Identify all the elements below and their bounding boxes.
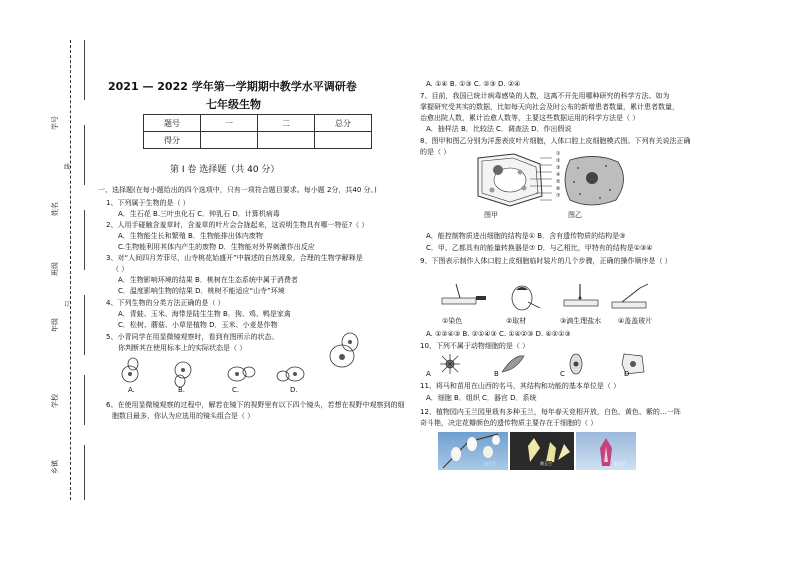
score-input-cell[interactable] xyxy=(258,132,315,149)
question-line: 10、下列不属于动物细胞的是（ ） xyxy=(420,342,530,350)
answer-options: A. ①④ B. ①③ C. ②③ D. ②④ xyxy=(426,80,521,88)
score-input-cell[interactable] xyxy=(201,132,258,149)
photo-yellow-magnolia xyxy=(510,432,574,470)
q5-option-label: D. xyxy=(290,386,298,394)
q8-marker: ⑤ xyxy=(556,179,561,185)
q9-step-label: ③滴生理盐水 xyxy=(560,317,602,325)
question-line: 6、在使用显微镜观察的过程中，解若在镜下的视野里有以下四个镜头，若想在视野中观察到的细 xyxy=(106,401,405,409)
q10-cells-figure xyxy=(436,352,656,378)
q8-marker: ② xyxy=(556,158,561,164)
answer-options: A．生物能生长和繁殖 B．生物能排出体内废物 xyxy=(118,232,263,240)
q10-option-label: B xyxy=(494,370,499,378)
question-line: 4、下列生物的分类方法正确的是（ ） xyxy=(106,299,225,307)
side-label-class: 班级 xyxy=(51,262,59,276)
fill-line-town xyxy=(84,445,85,500)
section-one-title: 第 I 卷 选择题（共 40 分） xyxy=(170,165,280,175)
q9-step-label: ④盖盖玻片 xyxy=(618,317,653,325)
score-row-label: 得分 xyxy=(144,132,201,149)
answer-options: A．能控制物质进出细胞的结构是① B．含有遗传物质的结构是③ xyxy=(426,232,626,240)
exam-title: 2021 — 2022 学年第一学期期中教学水平调研卷 xyxy=(108,80,357,93)
score-header-cell: 题号 xyxy=(144,115,201,132)
photo-label: 紫玉兰 xyxy=(614,461,626,466)
photo-label: 黄玉兰 xyxy=(540,461,552,466)
question-line: 11、将马和苗用在山西的名马，其结构和功能的基本单位是（ ） xyxy=(420,382,621,390)
side-label-school: 学校 xyxy=(51,394,59,408)
seal-mark: 订 xyxy=(64,301,71,308)
figure-label-yi: 图乙 xyxy=(568,211,582,219)
q10-option-label: A xyxy=(426,370,431,378)
answer-options: A．生物影响环境的结果 B．桃树在生态系统中属于消费者 xyxy=(118,276,298,284)
subject-title: 七年级生物 xyxy=(206,98,261,111)
fill-line-school xyxy=(84,375,85,425)
q8-cell-diagram xyxy=(470,150,640,212)
fill-line-class xyxy=(84,210,85,270)
q8-marker: ⑦ xyxy=(556,193,561,199)
side-label-name: 姓名 xyxy=(51,202,59,216)
score-table xyxy=(143,114,372,149)
q10-option-label: C xyxy=(560,370,565,378)
q5-options-figure xyxy=(115,356,365,396)
fill-line-student-id xyxy=(84,40,85,100)
answer-options: C．温度影响生物的结果 D．桃树不能适应“山寺”环境 xyxy=(118,287,285,295)
answer-options: A．生石花 B.三叶虫化石 C．钟乳石 D．计算机病毒 xyxy=(118,210,280,218)
q9-steps-figure xyxy=(436,282,656,316)
question-line: 治愈出院人数，累计治愈人数等，主要这些数据运用的科学方法是（ ） xyxy=(420,114,640,122)
binding-dashed-line xyxy=(70,40,71,500)
answer-options: C．松树、蘑菇、小草是植物 D．玉米、小麦是作物 xyxy=(118,321,278,329)
score-header-cell: 总分 xyxy=(315,115,372,132)
question-line: （ ） xyxy=(112,265,129,273)
side-label-town: 乡镇 xyxy=(51,460,59,474)
question-line: 5、小青同学在用显微镜观察时，看到有图所示的状态。 xyxy=(106,333,279,341)
photo-purple-magnolia xyxy=(576,432,636,470)
q8-marker: ④ xyxy=(556,172,561,178)
q8-marker: ⑥ xyxy=(556,186,561,192)
q8-marker: ③ xyxy=(556,165,561,171)
question-line: 3、对“人间四月芳菲尽，山寺桃花始盛开”中描述的自然现象，合理的生物学解释是 xyxy=(106,254,363,262)
side-label-grade: 年级 xyxy=(51,318,59,332)
answer-options: A．细胞 B．组织 C．器官 D．系统 xyxy=(426,394,537,402)
score-input-cell[interactable] xyxy=(315,132,372,149)
question-line: 8、图甲和图乙分别为洋葱表皮叶片细胞，人体口腔上皮细胞模式图。下列有关说法正确 xyxy=(420,137,691,145)
answer-options: A. ①②④③ B. ②①④③ C. ①④②③ D. ④②①③ xyxy=(426,330,571,338)
question-line: 9、下图表示制作人体口腔上皮细胞临时装片的几个步骤，正确的操作顺序是（ ） xyxy=(420,257,672,265)
question-line: 7、目前，我国已统计病毒感染的人数，这离不开先用哪种研究的科学方法。如为 xyxy=(420,92,670,100)
question-line: 奇斗艳，决定花瓣颜色的遗传物质主要存在于细胞的（ ） xyxy=(420,419,598,427)
q10-option-label: D xyxy=(624,370,630,378)
answer-options: C．甲、乙都具有的能量转换器是⑦ D．与乙相比，甲特有的结构是①③④ xyxy=(426,244,653,252)
score-header-cell: 二 xyxy=(258,115,315,132)
question-line: 1、下列属于生物的是（ ） xyxy=(106,199,190,207)
figure-label-jia: 图甲 xyxy=(484,211,498,219)
photo-white-magnolia xyxy=(438,432,508,470)
q5-option-label: C. xyxy=(232,386,240,394)
seal-mark: 线 xyxy=(64,164,71,171)
question-line: 2、人用手碰触含羞草时，含羞草的叶片会合拢起来，这说明生物具有哪一特征?（ ） xyxy=(106,221,369,229)
answer-options: C.生物能利用其体内产生的废物 D．生物能对外界刺激作出反应 xyxy=(118,243,315,251)
fill-line-grade xyxy=(84,295,85,355)
side-label-student-id: 学号 xyxy=(51,116,59,130)
photo-label: 白玉兰 xyxy=(484,461,496,466)
q9-step-label: ②取材 xyxy=(506,317,527,325)
q5-option-label: A. xyxy=(128,386,135,394)
answer-options: A．青蛙、玉米、海带是陆生生物 B．狗、鸡、鸭是家禽 xyxy=(118,310,291,318)
question-line: 一、选择题(在每小题给出的四个选项中，只有一项符合题目要求。每小题 2分，共40 分。) xyxy=(98,186,377,194)
fill-line-name xyxy=(84,125,85,185)
answer-options: A．抽样法 B．比较法 C．调查法 D．作出假说 xyxy=(426,125,572,133)
q8-marker: ① xyxy=(556,151,561,157)
question-line: 12、植物园内玉兰园里栽有多种玉兰，每年春天竞相开放，白色、黄色、紫的…一阵 xyxy=(420,408,681,416)
q5-option-label: B. xyxy=(178,386,186,394)
question-line: 胞数目最多，你认为应选用的镜头组合是（ ） xyxy=(112,412,255,420)
question-line: 掌握研究受其实的数据，比如每天向社会及时公布的新增患者数量，累计患者数量， xyxy=(420,103,679,111)
question-line: 的是（ ） xyxy=(420,148,451,156)
question-line: 你判断其在使用标本上的实际状态是（ ） xyxy=(118,344,247,352)
q9-step-label: ①染色 xyxy=(442,317,463,325)
score-header-cell: 一 xyxy=(201,115,258,132)
